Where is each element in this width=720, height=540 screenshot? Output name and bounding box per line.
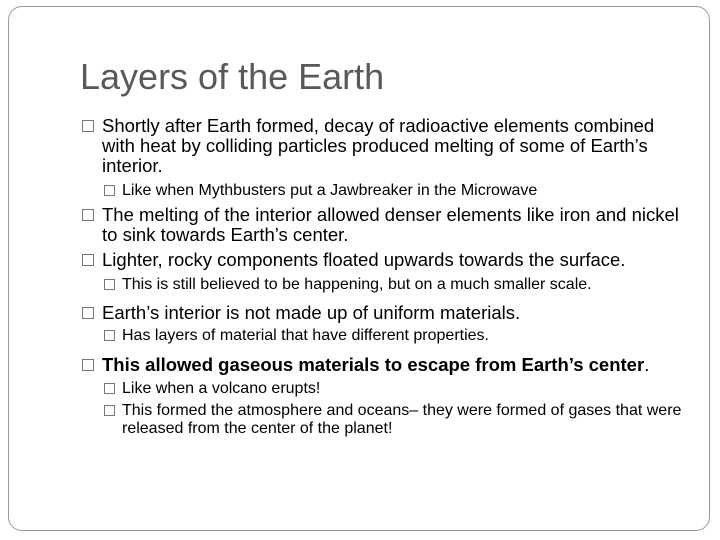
bullet-text: Shortly after Earth formed, decay of radioactive elements combined with heat by colliding particles produced melting of some of Earth’s interior. <box>102 115 655 176</box>
sub-bullet-text: Like when a volcano erupts! <box>122 380 321 397</box>
checkbox-bullet-icon <box>82 307 94 319</box>
bullet-text: Lighter, rocky components floated upwards towards the surface. <box>102 249 626 270</box>
checkbox-bullet-icon <box>104 330 115 341</box>
bullet-list <box>82 116 682 438</box>
bullet-item <box>82 303 682 323</box>
bullet-item <box>82 250 682 270</box>
checkbox-bullet-icon <box>104 185 115 196</box>
bullet-text: Earth’s interior is not made up of uniform materials. <box>102 302 521 323</box>
bullet-item <box>82 205 682 245</box>
checkbox-bullet-icon <box>82 254 94 266</box>
bullet-item <box>82 116 682 176</box>
sub-bullet-item <box>82 276 682 294</box>
bullet-item <box>82 355 682 375</box>
checkbox-bullet-icon <box>82 120 94 132</box>
checkbox-bullet-icon <box>82 209 94 221</box>
sub-bullet-text: This is still believed to be happening, but on a much smaller scale. <box>122 276 592 293</box>
sub-bullet-item <box>82 327 682 345</box>
checkbox-bullet-icon <box>82 359 94 371</box>
checkbox-bullet-icon <box>104 279 115 290</box>
checkbox-bullet-icon <box>104 383 115 394</box>
bullet-text-tail: . <box>644 354 650 375</box>
sub-bullet-item <box>82 402 682 438</box>
checkbox-bullet-icon <box>104 405 115 416</box>
sub-bullet-item <box>82 380 682 398</box>
bullet-text: The melting of the interior allowed denser elements like iron and nickel to sink towards Earth’s center. <box>102 204 679 245</box>
sub-bullet-item <box>82 182 682 200</box>
sub-bullet-text: Like when Mythbusters put a Jawbreaker in the Microwave <box>122 182 538 199</box>
bullet-text-bold: This allowed gaseous materials to escape from Earth’s center <box>102 354 645 375</box>
slide-title: Layers of the Earth <box>80 56 385 97</box>
sub-bullet-text: Has layers of material that have different properties. <box>122 327 489 344</box>
sub-bullet-text: This formed the atmosphere and oceans– they were formed of gases that were released from the center of the planet! <box>122 402 682 437</box>
